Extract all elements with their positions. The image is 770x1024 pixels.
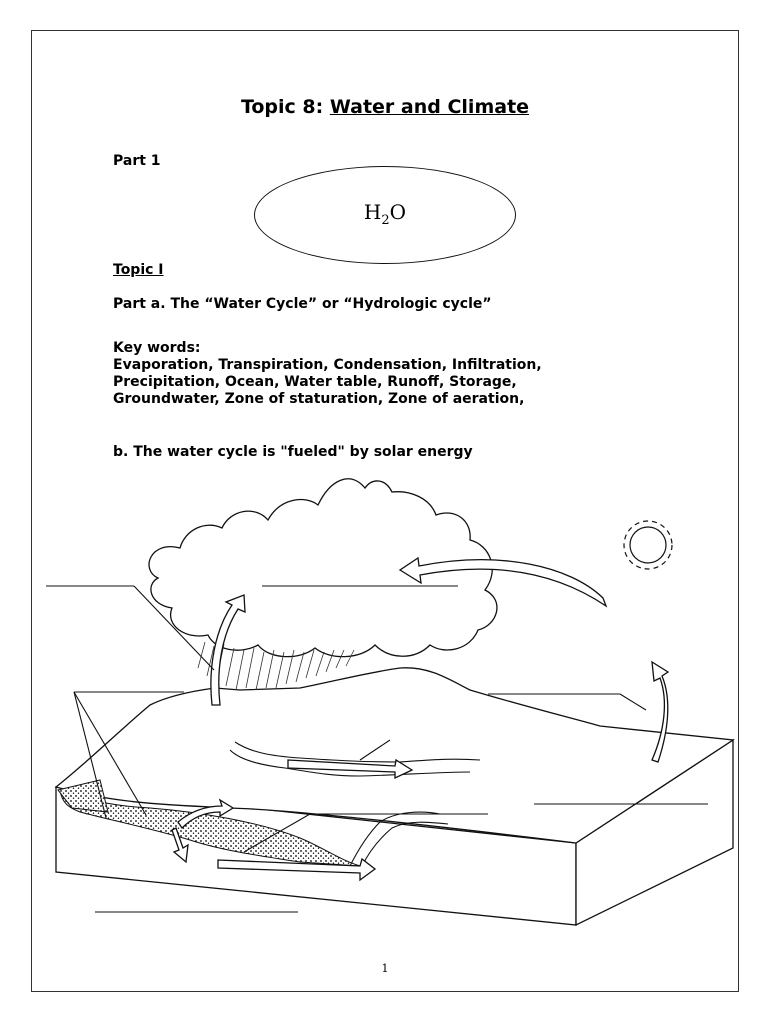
part1-label: Part 1 (113, 153, 161, 169)
key-words-block (113, 340, 542, 408)
sun-icon (624, 521, 672, 569)
page-number: 1 (381, 962, 389, 975)
key-words-line-3: Groundwater, Zone of staturation, Zone of aeration, (113, 391, 525, 407)
title-prefix: Topic 8: (240, 96, 330, 118)
topic-label: Topic I (113, 262, 164, 278)
title-main: Water and Climate (329, 96, 530, 118)
part-b-heading: b. The water cycle is "fueled" by solar energy (113, 444, 473, 460)
h2o-ellipse (254, 166, 516, 264)
water-cycle-diagram (0, 470, 770, 940)
land-block (56, 668, 733, 925)
key-words-heading: Key words: (113, 340, 201, 356)
part-a-heading: Part a. The “Water Cycle” or “Hydrologic cycle” (113, 296, 492, 312)
h2o-formula: $H_2O$ (363, 200, 407, 228)
key-words-line-1: Evaporation, Transpiration, Condensation, Infiltration, (113, 357, 542, 373)
page-title (0, 96, 770, 118)
key-words-line-2: Precipitation, Ocean, Water table, Runoff, Storage, (113, 374, 517, 390)
